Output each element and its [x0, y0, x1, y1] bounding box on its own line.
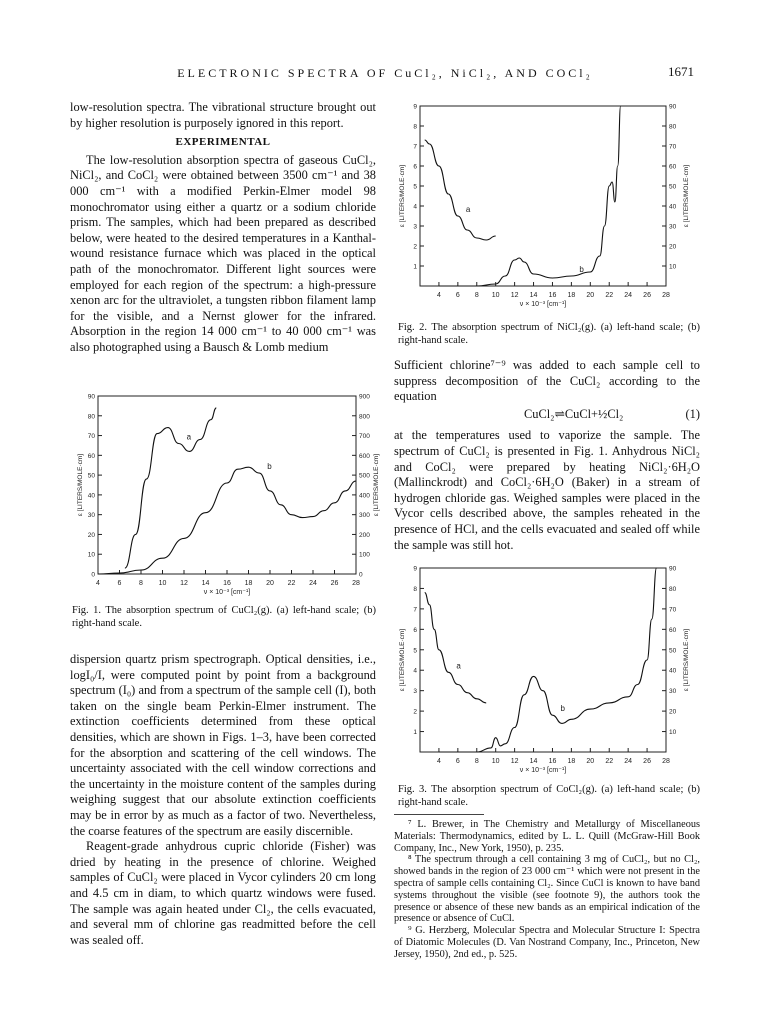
x-tick-label: 12	[180, 580, 188, 587]
series-label-a: a	[456, 661, 461, 671]
series-label-a: a	[186, 432, 192, 442]
y-left-tick-label: 0	[91, 571, 95, 579]
y-right-tick-label: 0	[359, 571, 363, 579]
y-left-tick-label: 1	[413, 263, 417, 271]
x-tick-label: 16	[223, 580, 231, 587]
paragraph-experimental: The low-resolution absorption spectra of gaseous CuCl₂, NiCl₂, and CoCl₂ were obtained between 3500 cm⁻¹ and 38 000 cm⁻¹ with a modified Perkin-Elmer model 98 monochromator using either a quartz or a sodium chloride prism. The samples, which had been prepared as described below, were heated to the desired temperatures in a Kanthal-wound resistance furnace which was placed in the optical path of the monochromator. Different light sources were employed for each region of the spectrum: a high-pressure xenon arc for the ultraviolet, a tungsten ribbon filament lamp for the visible, and a Nernst glower for the infrared. Absorption in the region 14 000 cm⁻¹ to 40 000 cm⁻¹ was also photographed using a Bausch & Lomb medium	[70, 152, 376, 354]
y-left-tick-label: 70	[87, 433, 95, 441]
series-label-a: a	[465, 205, 471, 214]
y-left-tick-label: 50	[87, 472, 95, 480]
footnote-8: ⁸ The spectrum through a cell containing 3 mg of CuCl₂, but no Cl₂, showed bands in the region of 23 000 cm⁻¹ which were not present in the spectra of sample cells containing Cl₂. Since CuCl is known to have band systems throughout the visible (see footnote 9), the authors took the presence or absence of these new bands as an empirical indication of the presence or absence of CuCl.	[394, 854, 700, 925]
y-right-tick-label: 50	[669, 647, 677, 655]
y-right-tick-label: 90	[669, 565, 677, 573]
y-right-tick-label: 10	[669, 729, 677, 737]
x-tick-label: 24	[624, 292, 633, 299]
figure-1-chart	[60, 388, 380, 600]
paragraph-dispersion: dispersion quartz prism spectrograph. Optical densities, i.e., logI₀/I, were computed point by point from a background spectrum (I₀) and from a spectrum of the sample cell (I), both taken on the single beam Perkin-Elmer instrument. The extinction coefficients determined from these optical densities, which are shown in Figs. 1–3, have been corrected for the absorption and scattering of the cell windows. The uncertainty associated with the cell window corrections and the uncertainty in the moisture content of the samples during weighing suggest that our absolute extinction coefficients may be in error by as much as a factor of two. Nevertheless, the coarse features of the spectrum are easily discernible.	[70, 652, 376, 838]
plot-frame	[420, 106, 666, 286]
y-left-tick-label: 90	[87, 393, 95, 401]
x-tick-label: 22	[605, 758, 614, 765]
y-right-tick-label: 800	[359, 413, 370, 421]
series-label-b: b	[560, 704, 565, 714]
y-left-tick-label: 2	[413, 243, 417, 251]
y-left-tick-label: 40	[87, 492, 95, 500]
left-column-top	[70, 100, 376, 356]
y-right-tick-label: 30	[669, 223, 677, 231]
series-label-b: b	[579, 265, 584, 274]
series-line-a	[125, 408, 216, 568]
y-left-tick-label: 5	[413, 647, 417, 655]
x-tick-label: 20	[586, 758, 595, 765]
x-tick-label: 20	[586, 292, 595, 299]
y-left-tick-label: 60	[87, 452, 95, 460]
y-right-tick-label: 500	[359, 472, 370, 480]
series-label-b: b	[267, 462, 272, 472]
y-right-axis-label: ε [LITERS/MOLE·cm]	[683, 164, 690, 228]
x-tick-label: 8	[474, 758, 479, 765]
x-tick-label: 4	[96, 580, 100, 587]
figure-3-chart	[392, 560, 692, 780]
y-left-tick-label: 5	[413, 183, 417, 191]
x-tick-label: 10	[491, 292, 500, 299]
y-right-tick-label: 700	[359, 433, 370, 441]
y-right-tick-label: 300	[359, 512, 370, 520]
series-line-b	[439, 106, 621, 286]
x-tick-label: 18	[567, 292, 576, 299]
x-tick-label: 24	[309, 580, 317, 587]
y-right-tick-label: 60	[669, 626, 677, 634]
page-number: 1671	[668, 64, 694, 79]
figure-2-caption: Fig. 2. The absorption spectrum of NiCl₂(g). (a) left-hand scale; (b) right-hand scale.	[398, 322, 700, 346]
x-tick-label: 6	[117, 580, 122, 587]
series-line-b	[98, 467, 356, 574]
y-right-tick-label: 80	[669, 585, 677, 593]
x-axis-label: ν × 10⁻³ [cm⁻¹]	[203, 589, 251, 596]
figure-3-caption: Fig. 3. The absorption spectrum of CoCl₂(g). (a) left-hand scale; (b) right-hand scale.	[398, 784, 700, 808]
x-tick-label: 22	[605, 292, 614, 299]
y-left-tick-label: 80	[87, 413, 95, 421]
y-right-tick-label: 900	[359, 393, 370, 401]
x-tick-label: 20	[266, 580, 274, 587]
equation-1	[394, 407, 700, 423]
y-right-tick-label: 50	[669, 183, 677, 191]
x-tick-label: 6	[455, 292, 460, 299]
x-tick-label: 10	[491, 758, 500, 765]
x-tick-label: 4	[436, 292, 441, 299]
plot-frame	[98, 396, 356, 574]
x-tick-label: 18	[567, 758, 576, 765]
x-tick-label: 4	[436, 758, 441, 765]
x-tick-label: 28	[352, 580, 360, 587]
x-tick-label: 8	[474, 292, 479, 299]
y-left-tick-label: 6	[413, 163, 417, 171]
figure-1-caption: Fig. 1. The absorption spectrum of CuCl₂(g). (a) left-hand scale; (b) right-hand scale.	[72, 605, 376, 629]
x-tick-label: 14	[201, 580, 210, 587]
series-line-a	[425, 140, 496, 240]
y-right-tick-label: 30	[669, 688, 677, 696]
y-left-tick-label: 4	[413, 667, 417, 675]
footnotes	[394, 808, 700, 961]
y-left-tick-label: 2	[413, 708, 417, 716]
y-left-axis-label: ε [LITERS/MOLE·cm]	[77, 453, 84, 517]
y-left-tick-label: 6	[413, 626, 417, 634]
y-left-tick-label: 10	[87, 551, 95, 559]
x-tick-label: 22	[287, 580, 296, 587]
y-right-tick-label: 90	[669, 103, 677, 111]
y-right-tick-label: 600	[359, 452, 370, 460]
y-right-tick-label: 400	[359, 492, 370, 500]
x-tick-label: 28	[662, 292, 670, 299]
equation-text: CuCl₂⇌CuCl+½Cl₂	[524, 406, 624, 421]
y-right-tick-label: 100	[359, 551, 370, 559]
x-tick-label: 26	[643, 758, 651, 765]
equation-number: (1)	[685, 406, 700, 421]
y-right-tick-label: 10	[669, 263, 677, 271]
y-left-tick-label: 3	[413, 223, 417, 231]
x-tick-label: 26	[330, 580, 339, 587]
x-axis-label: ν × 10⁻³ [cm⁻¹]	[519, 301, 567, 308]
footnote-9: ⁹ G. Herzberg, Molecular Spectra and Molecular Structure I: Spectra of Diatomic Molecules (D. Van Nostrand Company, Inc., Princeton, New Jersey, 1950), 2nd ed., p. 525.	[394, 925, 700, 960]
y-left-tick-label: 4	[413, 203, 417, 211]
x-tick-label: 10	[158, 580, 167, 587]
y-right-tick-label: 70	[669, 606, 677, 614]
y-left-axis-label: ε [LITERS/MOLE·cm]	[399, 628, 406, 692]
y-right-tick-label: 20	[669, 243, 677, 251]
y-left-axis-label: ε [LITERS/MOLE·cm]	[399, 164, 406, 228]
y-right-tick-label: 200	[359, 531, 370, 539]
y-left-tick-label: 30	[87, 512, 95, 520]
y-left-tick-label: 8	[413, 585, 417, 593]
x-tick-label: 16	[548, 292, 557, 299]
y-right-tick-label: 60	[669, 163, 677, 171]
y-right-tick-label: 40	[669, 667, 677, 675]
left-column-bottom	[70, 652, 376, 948]
x-tick-label: 12	[510, 758, 519, 765]
y-left-tick-label: 7	[413, 143, 417, 151]
paragraph-chlorine: Sufficient chlorine⁷⁻⁹ was added to each sample cell to suppress decomposition of the CuCl₂ according to the equation	[394, 358, 700, 404]
y-right-tick-label: 20	[669, 708, 677, 716]
x-tick-label: 28	[662, 758, 670, 765]
running-title: ELECTRONIC SPECTRA OF CuCl₂, NiCl₂, AND COCl₂	[177, 66, 593, 80]
x-tick-label: 18	[244, 580, 253, 587]
y-left-tick-label: 9	[413, 565, 417, 573]
series-line-a	[425, 593, 487, 703]
y-right-axis-label: ε [LITERS/MOLE·cm]	[683, 628, 690, 692]
x-tick-label: 6	[455, 758, 460, 765]
y-left-tick-label: 8	[413, 123, 417, 131]
footnote-rule	[394, 814, 484, 815]
y-left-tick-label: 1	[413, 729, 417, 737]
footnote-7: ⁷ L. Brewer, in The Chemistry and Metallurgy of Miscellaneous Materials: Thermodynamics, edited by L. L. Quill (McGraw-Hill Book Company, Inc., New York, 1950), p. 235.	[394, 819, 700, 854]
x-tick-label: 12	[510, 292, 519, 299]
x-tick-label: 24	[624, 758, 633, 765]
y-left-tick-label: 3	[413, 688, 417, 696]
right-column-middle	[394, 358, 700, 553]
y-right-axis-label: ε [LITERS/MOLE·cm]	[373, 453, 380, 517]
x-tick-label: 14	[529, 758, 538, 765]
x-tick-label: 8	[139, 580, 143, 587]
plot-frame	[420, 568, 666, 752]
y-left-tick-label: 20	[87, 531, 95, 539]
x-tick-label: 14	[529, 292, 538, 299]
paragraph-temperatures: at the temperatures used to vaporize the sample. The spectrum of CuCl₂ is presented in Fig. 1. Anhydrous NiCl₂ and CoCl₂ were prepared by heating NiCl₂·6H₂O (Mallinckrodt) and CoCl₂·6H₂O (Baker) in a stream of hydrogen chloride gas. Weighed samples were placed in the Vycor cells described above, the samples reheated in the presence of HCl, and the cells evacuated and sealed off while the sample was still hot.	[394, 428, 700, 552]
y-right-tick-label: 70	[669, 143, 677, 151]
y-right-tick-label: 80	[669, 123, 677, 131]
y-right-tick-label: 40	[669, 203, 677, 211]
y-left-tick-label: 9	[413, 103, 417, 111]
series-line-b	[439, 568, 657, 752]
paragraph-intro: low-resolution spectra. The vibrational structure brought out by higher resolution is purposely ignored in this report.	[70, 100, 376, 130]
figure-2-chart	[392, 100, 692, 314]
paragraph-reagent: Reagent-grade anhydrous cupric chloride (Fisher) was dried by heating in the presence of chlorine. Weighed samples of CuCl₂ were placed in Vycor cylinders 20 cm long and 4.5 cm in diam, to which quartz windows were fused. The sample was again heated under Cl₂, the cells evacuated, and several mm of chlorine gas readmitted before the cell was sealed off.	[70, 839, 376, 947]
x-tick-label: 26	[643, 292, 651, 299]
x-axis-label: ν × 10⁻³ [cm⁻¹]	[519, 767, 567, 774]
x-tick-label: 16	[548, 758, 557, 765]
section-heading-experimental: EXPERIMENTAL	[175, 136, 271, 149]
y-left-tick-label: 7	[413, 606, 417, 614]
